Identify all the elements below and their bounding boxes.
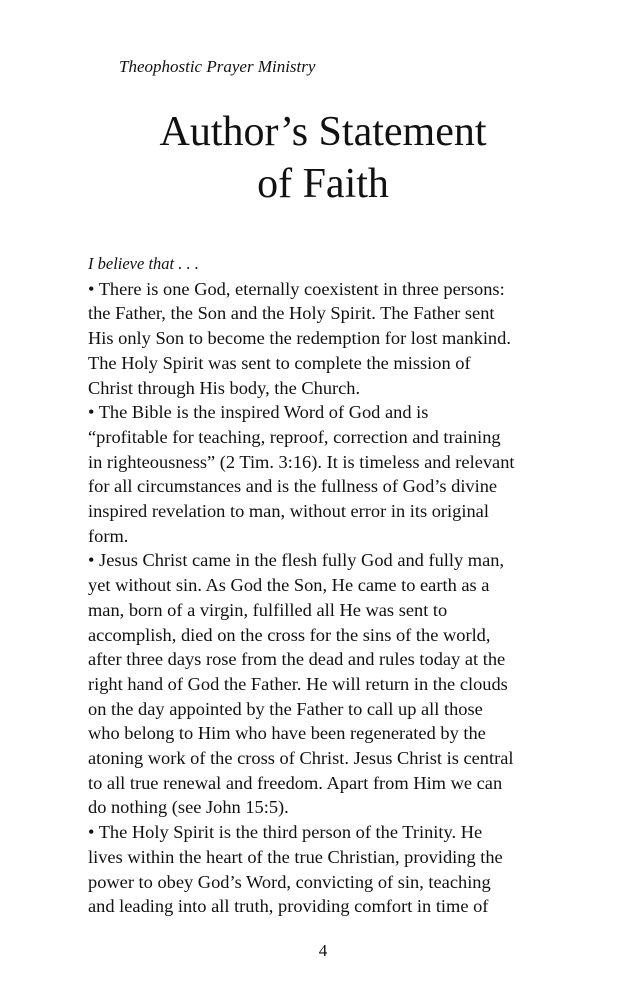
body-line: on the day appointed by the Father to call up all those [88,698,483,719]
body-line: • Jesus Christ came in the flesh fully God and fully man, [88,550,505,571]
body-line: power to obey God’s Word, convicting of sin, teaching [88,871,491,892]
body-line: yet without sin. As God the Son, He came to earth as a [88,575,490,596]
body-line: to all true renewal and freedom. Apart from Him we can [88,772,503,793]
body-line: • The Bible is the inspired Word of God and is [88,402,429,423]
body-line: for all circumstances and is the fullness of God’s divine [88,476,498,497]
body-line: man, born of a virgin, fulfilled all He was sent to [88,599,448,620]
body-line: form. [88,525,129,546]
page-title [0,106,636,210]
body-line: accomplish, died on the cross for the sins of the world, [88,624,491,645]
body-line: lives within the heart of the true Christian, providing the [88,846,503,867]
body-line: who belong to Him who have been regenerated by the [88,723,486,744]
body-line: Christ through His body, the Church. [88,377,361,398]
body-line: the Father, the Son and the Holy Spirit. The Father sent [88,303,495,324]
running-header: Theophostic Prayer Ministry [119,57,316,76]
body-line: after three days rose from the dead and rules today at the [88,649,506,670]
page-number: 4 [318,941,328,960]
body-line: The Holy Spirit was sent to complete the mission of [88,352,471,373]
body-line: • The Holy Spirit is the third person of the Trinity. He [88,822,483,843]
body-line: do nothing (see John 15:5). [88,797,289,818]
body-line: • There is one God, eternally coexistent in three persons: [88,278,505,299]
body-line: His only Son to become the redemption for lost mankind. [88,328,511,349]
statement-body [88,252,588,919]
body-line: atoning work of the cross of Christ. Jesus Christ is central [88,748,514,769]
intro-text: I believe that . . . [88,254,199,273]
body-line: inspired revelation to man, without error in its original [88,501,489,522]
body-line: right hand of God the Father. He will return in the clouds [88,673,508,694]
body-line: and leading into all truth, providing comfort in time of [88,896,489,917]
body-line: in righteousness” (2 Tim. 3:16). It is timeless and relevant [88,451,515,472]
title-line-1: Author’s Statement [159,109,487,155]
title-line-2: of Faith [257,161,389,207]
body-line: “profitable for teaching, reproof, correction and training [88,426,501,447]
